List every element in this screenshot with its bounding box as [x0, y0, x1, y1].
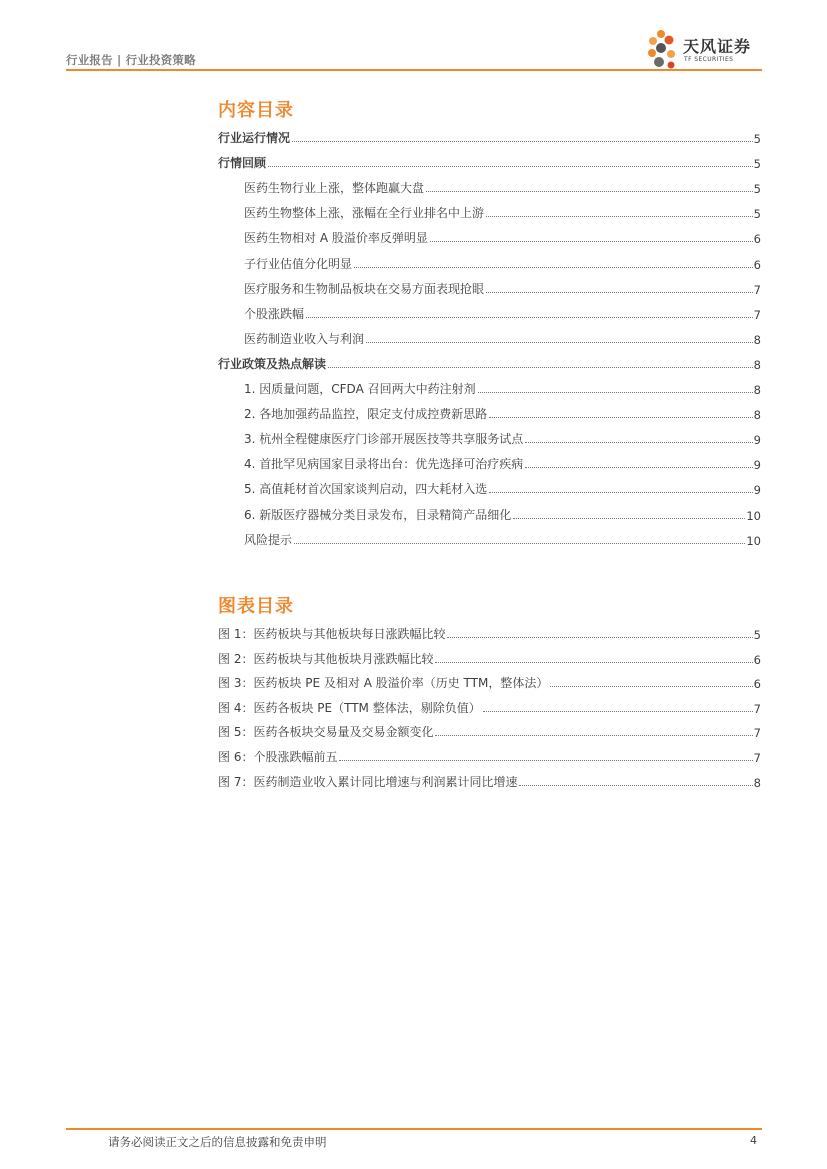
contents-title: 内容目录 — [218, 100, 294, 121]
dot-leader — [519, 784, 752, 786]
toc-entry[interactable] — [218, 153, 761, 171]
dot-leader — [328, 366, 753, 368]
toc-entry[interactable] — [244, 203, 761, 221]
entry-page-number: 5 — [753, 132, 761, 146]
entry-page-number: 8 — [753, 775, 761, 790]
toc-entry[interactable] — [244, 254, 761, 272]
entry-page-number: 8 — [753, 383, 761, 397]
entry-title: 医药生物相对 A 股溢价率反弹明显 — [244, 231, 428, 246]
dot-leader — [489, 416, 752, 418]
toc-entry[interactable] — [244, 304, 761, 322]
dot-leader — [366, 341, 753, 343]
entry-page-number: 8 — [753, 357, 761, 372]
dot-leader — [435, 734, 752, 736]
header-breadcrumb: 行业报告 | 行业投资策略 — [66, 53, 196, 67]
entry-title: 子行业估值分化明显 — [244, 256, 353, 271]
dot-leader — [430, 240, 753, 242]
entry-page-number: 10 — [746, 508, 761, 523]
toc-entry[interactable] — [244, 329, 761, 347]
figure-entry[interactable] — [218, 747, 761, 765]
entry-title: 1. 因质量问题，CFDA 召回两大中药注射剂 — [244, 382, 476, 396]
toc-entry[interactable] — [218, 354, 761, 372]
footer-divider — [66, 1128, 762, 1130]
dot-leader — [339, 759, 752, 761]
entry-title: 3. 杭州全程健康医疗门诊部开展医技等共享服务试点 — [244, 432, 524, 447]
dot-leader — [435, 661, 752, 663]
entry-page-number: 9 — [753, 458, 761, 473]
entry-title: 图 1：医药板块与其他板块每日涨跌幅比较 — [218, 627, 446, 641]
dot-leader — [426, 190, 753, 192]
entry-title: 图 7：医药制造业收入累计同比增速与利润累计同比增速 — [218, 774, 518, 789]
entry-page-number: 6 — [753, 652, 761, 667]
entry-title: 6. 新版医疗器械分类目录发布，目录精简产品细化 — [244, 507, 512, 522]
entry-title: 图 6：个股涨跌幅前五 — [218, 750, 338, 764]
dot-leader — [513, 517, 745, 519]
entry-title: 4. 首批罕见病国家目录将出台：优先选择可治疗疾病 — [244, 457, 524, 472]
figure-entry[interactable] — [218, 673, 761, 691]
entry-page-number: 6 — [753, 257, 761, 272]
entry-page-number: 9 — [753, 433, 761, 448]
figures-title: 图表目录 — [218, 596, 294, 617]
entry-title: 风险提示 — [244, 532, 293, 547]
toc-entry[interactable] — [244, 379, 761, 397]
entry-page-number: 5 — [753, 207, 761, 222]
entry-page-number: 7 — [753, 751, 761, 765]
entry-title: 个股涨跌幅 — [244, 306, 305, 321]
entry-page-number: 7 — [753, 726, 761, 741]
toc-entry[interactable] — [244, 228, 761, 246]
dot-leader — [268, 165, 753, 167]
dot-leader — [447, 636, 752, 638]
figure-entry[interactable] — [218, 649, 761, 667]
entry-page-number: 5 — [753, 628, 761, 642]
entry-title: 图 3：医药板块 PE 及相对 A 股溢价率（历史 TTM，整体法） — [218, 676, 549, 691]
figure-entry[interactable] — [218, 624, 761, 642]
toc-entry[interactable] — [244, 505, 761, 523]
entry-page-number: 7 — [753, 282, 761, 297]
toc-entry[interactable] — [218, 128, 761, 146]
toc-entry[interactable] — [244, 530, 761, 548]
entry-title: 医药生物整体上涨，涨幅在全行业排名中上游 — [244, 206, 485, 221]
entry-page-number: 9 — [753, 483, 761, 498]
page-number: 4 — [750, 1134, 757, 1147]
dot-leader — [478, 391, 753, 393]
dot-leader — [354, 266, 753, 268]
dot-leader — [489, 491, 752, 493]
dot-leader — [550, 685, 752, 687]
entry-page-number: 7 — [753, 701, 761, 716]
entry-page-number: 5 — [753, 157, 761, 172]
logo-text-cn: 天风证券 — [683, 37, 752, 56]
figure-entry[interactable] — [218, 722, 761, 740]
company-logo — [647, 26, 765, 72]
entry-title: 行业政策及热点解读 — [218, 356, 327, 371]
entry-title: 图 5：医药各板块交易量及交易金额变化 — [218, 725, 434, 740]
toc-entry[interactable] — [244, 429, 761, 447]
entry-title: 医疗服务和生物制品板块在交易方面表现抢眼 — [244, 281, 485, 296]
entry-title: 图 4：医药各板块 PE（TTM 整体法，剔除负值） — [218, 700, 481, 715]
figure-entry[interactable] — [218, 772, 761, 790]
entry-title: 医药制造业收入与利润 — [244, 331, 365, 346]
entry-page-number: 6 — [753, 677, 761, 692]
dot-leader — [486, 215, 753, 217]
figure-entry[interactable] — [218, 698, 761, 716]
entry-page-number: 10 — [746, 533, 761, 548]
dot-leader — [525, 441, 752, 443]
entry-page-number: 6 — [753, 232, 761, 247]
entry-page-number: 8 — [753, 332, 761, 347]
entry-title: 行业运行情况 — [218, 131, 291, 145]
entry-title: 行情回顾 — [218, 156, 267, 171]
toc-entry[interactable] — [244, 479, 761, 497]
entry-title: 图 2：医药板块与其他板块月涨跌幅比较 — [218, 651, 434, 666]
entry-title: 2. 各地加强药品监控，限定支付成控费新思路 — [244, 407, 488, 422]
toc-entry[interactable] — [244, 404, 761, 422]
logo-mark-icon — [647, 26, 679, 72]
dot-leader — [486, 291, 753, 293]
entry-title: 5. 高值耗材首次国家谈判启动，四大耗材入选 — [244, 482, 488, 497]
dot-leader — [306, 316, 753, 318]
footer-disclaimer: 请务必阅读正文之后的信息披露和免责申明 — [108, 1135, 327, 1149]
dot-leader — [483, 710, 753, 712]
entry-page-number: 5 — [753, 182, 761, 197]
dot-leader — [292, 140, 753, 142]
dot-leader — [294, 542, 745, 544]
dot-leader — [525, 466, 752, 468]
entry-page-number: 7 — [753, 307, 761, 322]
entry-title: 医药生物行业上涨，整体跑赢大盘 — [244, 181, 425, 196]
toc-entry[interactable] — [244, 178, 761, 196]
entry-page-number: 8 — [753, 408, 761, 423]
toc-entry[interactable] — [244, 454, 761, 472]
toc-entry[interactable] — [244, 279, 761, 297]
logo-text-en: TF SECURITIES — [684, 56, 734, 63]
